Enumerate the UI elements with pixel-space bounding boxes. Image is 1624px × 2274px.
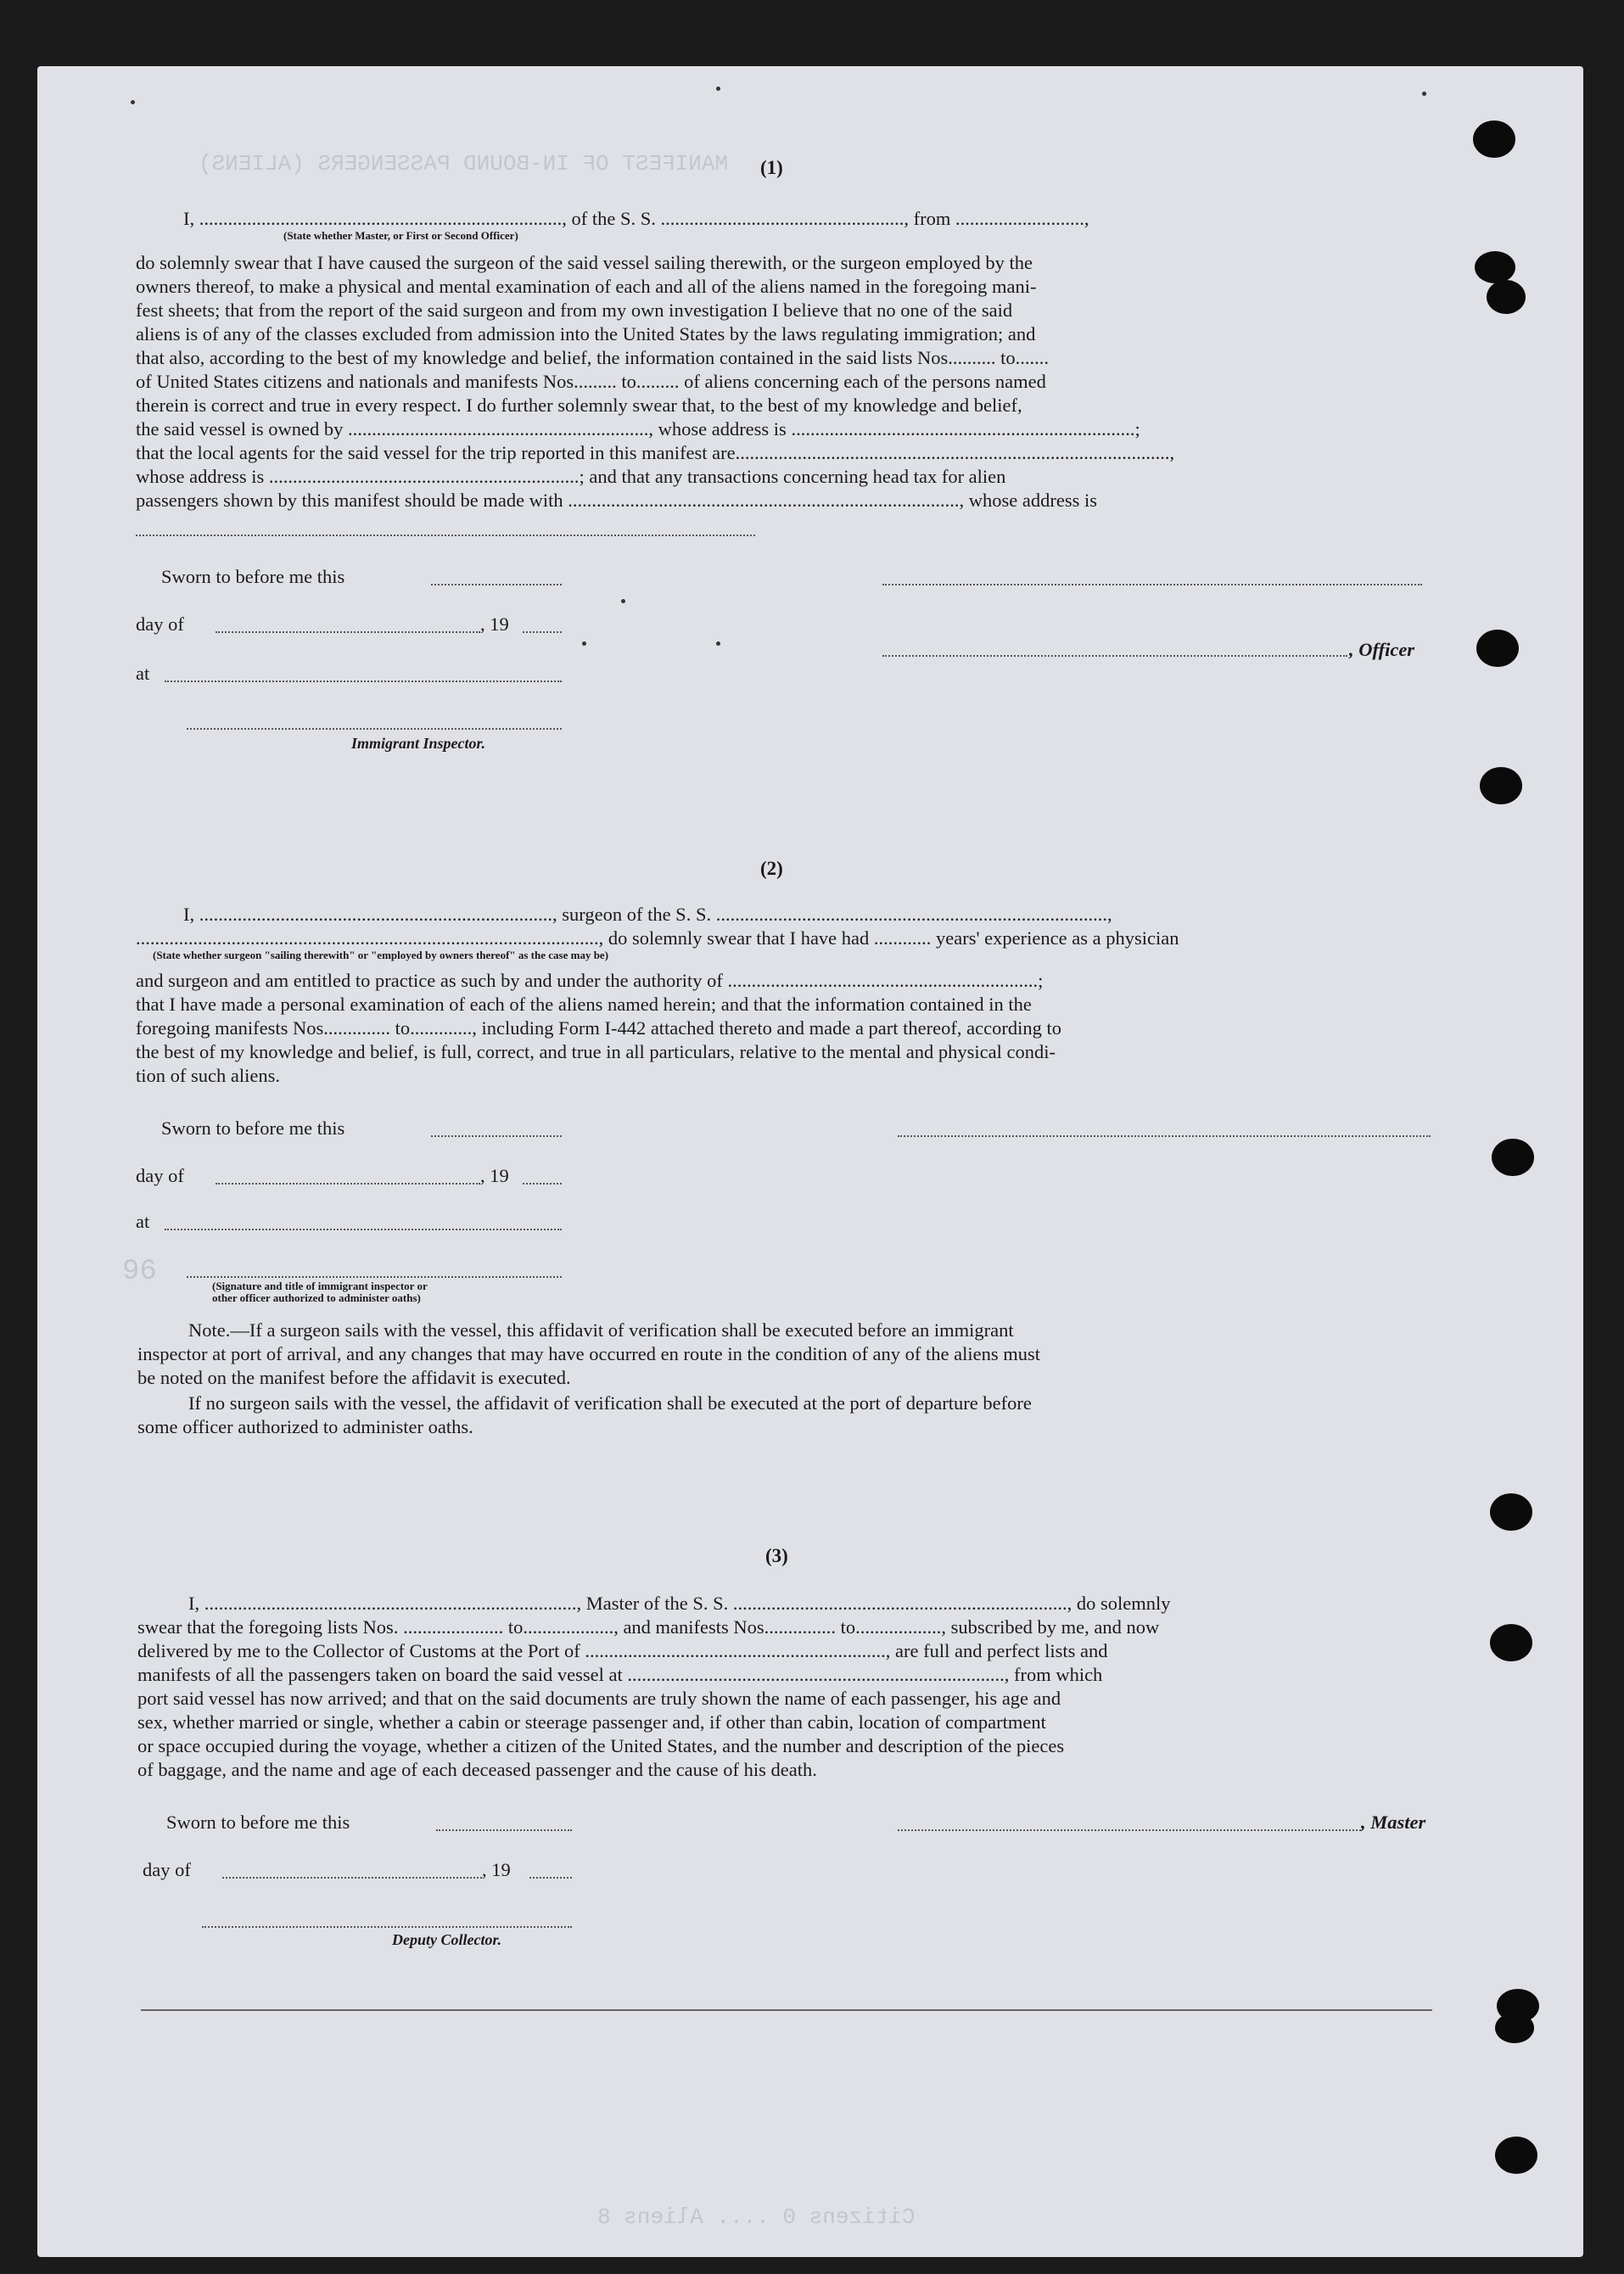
section-2-signature-note-2: other officer authorized to administer oaths) [212, 1291, 421, 1304]
section-2-day-label: day of [136, 1165, 184, 1186]
section-1-officer-note: (State whether Master, or First or Second Officer) [283, 229, 518, 242]
section-2-line-7: tion of such aliens. [136, 1065, 280, 1086]
section-3-sworn-label: Sworn to before me this [166, 1812, 350, 1833]
bleed-through-margin-number: 96 [122, 1256, 157, 1288]
section-1-line-6: that also, according to the best of my knowledge and belief, the information contained in the said lists Nos.......... to....... [136, 347, 1050, 368]
section-1-line-9: the said vessel is owned by ..............................................................., whose address is ........................................................................; [136, 418, 1140, 440]
section-2-at-line [165, 1229, 562, 1230]
section-1-line-8: therein is correct and true in every respect. I do further solemnly swear that, to the best of my knowledge and belief, [136, 395, 1022, 416]
section-1-address-line [136, 535, 755, 536]
section-2-line-4: that I have made a personal examination of each of the aliens named herein; and that the information contained in the [136, 994, 1032, 1015]
punch-hole [1473, 120, 1515, 158]
bleed-through-header: MANIFEST OF IN-BOUND PASSENGERS (ALIENS) [199, 151, 729, 176]
ink-speck [621, 599, 625, 603]
section-2-line-1: I, .........................................................................., surgeon of the S. S. .................................................................................., [183, 904, 1112, 925]
section-2-at-label: at [136, 1211, 150, 1232]
section-2-line-6: the best of my knowledge and belief, is full, correct, and true in all particulars, relative to the mental and physical condi- [136, 1041, 1056, 1062]
section-1-officer-label: , Officer [1349, 639, 1415, 660]
section-2-note-line-2: inspector at port of arrival, and any changes that may have occurred en route in the condition of any of the aliens must [137, 1343, 1041, 1364]
ink-speck [716, 87, 720, 91]
section-3-line-5: port said vessel has now arrived; and that on the said documents are truly shown the name of each passenger, his age and [137, 1688, 1061, 1709]
section-1-line-11: whose address is .................................................................; and that any transactions concerning head tax for alien [136, 466, 1006, 487]
section-2-signature-line [898, 1135, 1431, 1137]
section-2-inspector-line [187, 1276, 562, 1278]
section-1-inspector-line [187, 728, 562, 730]
section-2-note-line-1: Note.—If a surgeon sails with the vessel, this affidavit of verification shall be executed before an immigrant [188, 1319, 1014, 1341]
section-2-sworn-label: Sworn to before me this [161, 1117, 345, 1139]
section-3-line-4: manifests of all the passengers taken on board the said vessel at ..............................................................................., from which [137, 1664, 1103, 1685]
section-3-collector-label: Deputy Collector. [392, 1931, 501, 1948]
section-2-signature-note-1: (Signature and title of immigrant inspector or [212, 1280, 428, 1292]
section-2-heading: (2) [760, 858, 783, 879]
section-3-master-line [898, 1829, 1361, 1831]
ink-speck [582, 641, 586, 646]
section-3-collector-line [202, 1926, 572, 1928]
section-2-note-line-3: be noted on the manifest before the affidavit is executed. [137, 1367, 571, 1388]
section-1-line-4: fest sheets; that from the report of the said surgeon and from my own investigation I believe that no one of the said [136, 300, 1013, 321]
section-3-day-label: day of [143, 1859, 191, 1880]
section-1-day-label: day of [136, 613, 184, 635]
section-3-line-6: sex, whether married or single, whether a cabin or steerage passenger and, if other than cabin, location of compartment [137, 1711, 1046, 1733]
section-3-year-label: , 19 [482, 1859, 511, 1880]
section-2-year-line [523, 1183, 562, 1185]
section-1-heading: (1) [760, 157, 783, 178]
bottom-rule [141, 2009, 1432, 2011]
section-3-line-3: delivered by me to the Collector of Customs at the Port of ..............................................................., are full and perfect lists and [137, 1640, 1108, 1661]
section-1-line-3: owners thereof, to make a physical and mental examination of each and all of the aliens named in the foregoing mani- [136, 276, 1037, 297]
section-2-day-line [216, 1183, 480, 1185]
section-2-line-3: and surgeon and am entitled to practice as such by and under the authority of .................................................................; [136, 970, 1044, 991]
ink-speck [716, 641, 720, 646]
section-3-year-line [529, 1877, 572, 1879]
punch-hole [1495, 2013, 1534, 2043]
section-1-year-label: , 19 [480, 613, 509, 635]
punch-hole [1476, 630, 1519, 667]
section-1-line-2: do solemnly swear that I have caused the surgeon of the said vessel sailing therewith, or the surgeon employed by the [136, 252, 1033, 273]
section-1-line-1: I, ............................................................................, of the S. S. ..................................................., from ..........................., [183, 208, 1089, 229]
punch-hole [1492, 1139, 1534, 1176]
section-1-line-7: of United States citizens and nationals and manifests Nos......... to......... of aliens concerning each of the persons named [136, 371, 1046, 392]
section-3-line-8: of baggage, and the name and age of each deceased passenger and the cause of his death. [137, 1759, 817, 1780]
section-1-line-10: that the local agents for the said vessel for the trip reported in this manifest are..........................................................................................., [136, 442, 1175, 463]
punch-hole [1480, 767, 1522, 804]
section-3-line-7: or space occupied during the voyage, whether a citizen of the United States, and the number and description of the pieces [137, 1735, 1065, 1756]
punch-hole [1475, 251, 1515, 283]
section-1-line-5: aliens is of any of the classes excluded from admission into the United States by the laws regulating immigration; and [136, 323, 1036, 344]
section-1-sworn-line [431, 584, 562, 585]
ink-speck [131, 100, 135, 104]
section-1-day-line [216, 631, 480, 633]
section-3-heading: (3) [765, 1545, 788, 1566]
section-2-note-line-5: some officer authorized to administer oaths. [137, 1416, 473, 1437]
section-2-note-line-4: If no surgeon sails with the vessel, the affidavit of verification shall be executed at the port of departure before [188, 1392, 1032, 1414]
section-1-at-line [165, 681, 562, 682]
section-1-year-line [523, 631, 562, 633]
punch-hole [1487, 280, 1526, 314]
section-1-sworn-label: Sworn to before me this [161, 566, 345, 587]
punch-hole [1495, 2137, 1537, 2174]
bleed-through-footer: Citizens 0 .... Aliens 8 [597, 2204, 916, 2230]
manifest-page [37, 66, 1583, 2257]
section-2-year-label: , 19 [480, 1165, 509, 1186]
section-1-officer-signature-line [882, 584, 1422, 585]
section-1-inspector-label: Immigrant Inspector. [351, 735, 486, 752]
section-3-sworn-line [436, 1829, 572, 1831]
section-2-line-5: foregoing manifests Nos.............. to............., including Form I-442 attached thereto and made a part thereof, according to [136, 1017, 1061, 1039]
ink-speck [1422, 92, 1426, 96]
section-3-line-2: swear that the foregoing lists Nos. ..................... to..................., and manifests Nos............... to.................., subscribed by me, and now [137, 1616, 1160, 1638]
section-1-officer-name-line [882, 655, 1347, 657]
section-3-day-line [222, 1877, 482, 1879]
section-2-surgeon-note: (State whether surgeon "sailing therewith" or "employed by owners thereof" as the case may be) [153, 949, 609, 961]
section-2-line-2: ................................................................................................., do solemnly swear that I have had ............ years' experience as a physician [136, 927, 1179, 949]
punch-hole [1490, 1624, 1532, 1661]
punch-hole [1490, 1493, 1532, 1531]
section-2-sworn-line [431, 1135, 562, 1137]
section-1-line-12: passengers shown by this manifest should be made with .................................................................................., whose address is [136, 490, 1098, 511]
section-3-line-1: I, .............................................................................., Master of the S. S. ......................................................................, do solemnly [188, 1593, 1171, 1614]
section-1-at-label: at [136, 663, 150, 684]
section-3-master-label: , Master [1361, 1812, 1426, 1833]
